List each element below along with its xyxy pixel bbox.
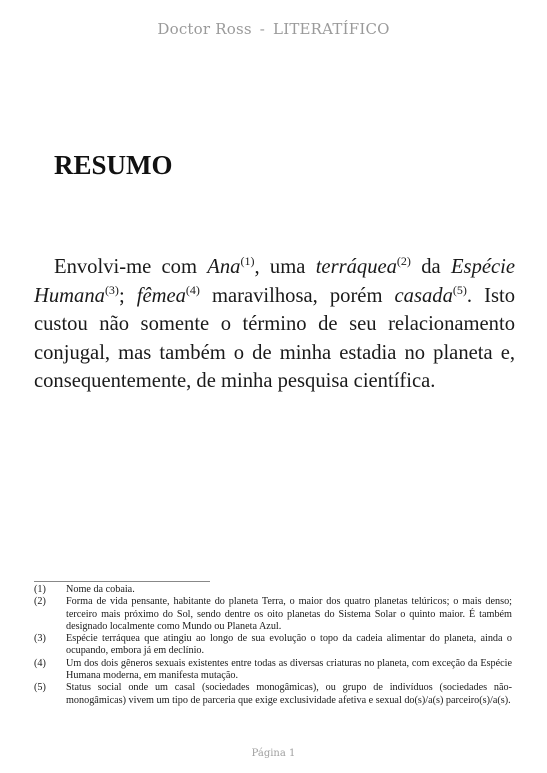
footnote-number: (5) [34, 682, 46, 694]
footnote-number: (4) [34, 657, 46, 669]
text-run: Envolvi-me com [54, 256, 208, 278]
footnote-number: (1) [34, 584, 46, 595]
header-publisher: LITERATÍFICO [273, 20, 390, 38]
footnote-ref-2[interactable]: (2) [396, 254, 411, 268]
footnote-number: (2) [34, 596, 46, 608]
footnote-item [34, 633, 512, 658]
text-run: ; [118, 284, 137, 307]
footnote-ref-4[interactable]: (4) [185, 282, 200, 297]
italic-casada: casada [394, 284, 453, 307]
text-run: , uma [254, 256, 316, 278]
header-author: Doctor Ross [157, 20, 252, 38]
text-run: da [410, 256, 451, 278]
footnote-number: (3) [34, 633, 46, 645]
footnote-item [34, 682, 512, 707]
footnote-text: Nome da cobaia. [66, 584, 135, 595]
section-title: RESUMO [54, 150, 173, 180]
footnote-text: Forma de vida pensante, habitante do planeta Terra, o maior dos quatro planetas telúricos; o mais denso; terceiro mais próximo do Sol, sendo dentre os oito planetas do Sistema Solar o quinto maior. É também designado localmente como Mundo ou Planeta Azul. [66, 596, 512, 632]
footnote-text: Espécie terráquea que atingiu ao longo de sua evolução o topo da cadeia alimentar do planeta, ainda o ocupando, embora já em declínio. [66, 633, 512, 657]
footnote-ref-3[interactable]: (3) [104, 282, 119, 297]
italic-femea: fêmea [136, 284, 186, 307]
footnotes [34, 584, 512, 707]
footnote-ref-5[interactable]: (5) [452, 282, 467, 297]
footnote-item [34, 658, 512, 683]
page-header [0, 20, 547, 38]
footnote-text: Status social onde um casal (sociedades monogâmicas), ou grupo de indivíduos (sociedades não-monogâmicas) vivem um tipo de parceria que exige exclusividade afetiva e sexual do(s)/a(s) parceiro(s)/a(s). [66, 682, 512, 706]
header-separator: - [259, 20, 266, 38]
footnote-item [34, 596, 512, 633]
footnote-item [34, 584, 512, 596]
page-number: Página 1 [251, 748, 296, 759]
text-run: . Isto custou não somente o término de seu relacionamento conjugal, mas também o de minha estadia no planeta e, consequentemente, de minha pesquisa científica. [34, 284, 516, 393]
footnote-ref-1[interactable]: (1) [240, 254, 255, 268]
footnote-divider [34, 581, 210, 582]
italic-terraquea: terráquea [315, 256, 397, 278]
footnote-text: Um dos dois gêneros sexuais existentes entre todas as diversas criaturas no planeta, com exceção da Espécie Humana moderna, em manifesta mutação. [66, 657, 512, 682]
italic-especie-humana: Espécie Humana [34, 256, 516, 307]
text-run: maravilhosa, porém [199, 284, 395, 307]
summary-paragraph [34, 253, 515, 396]
italic-ana: Ana [207, 256, 241, 278]
